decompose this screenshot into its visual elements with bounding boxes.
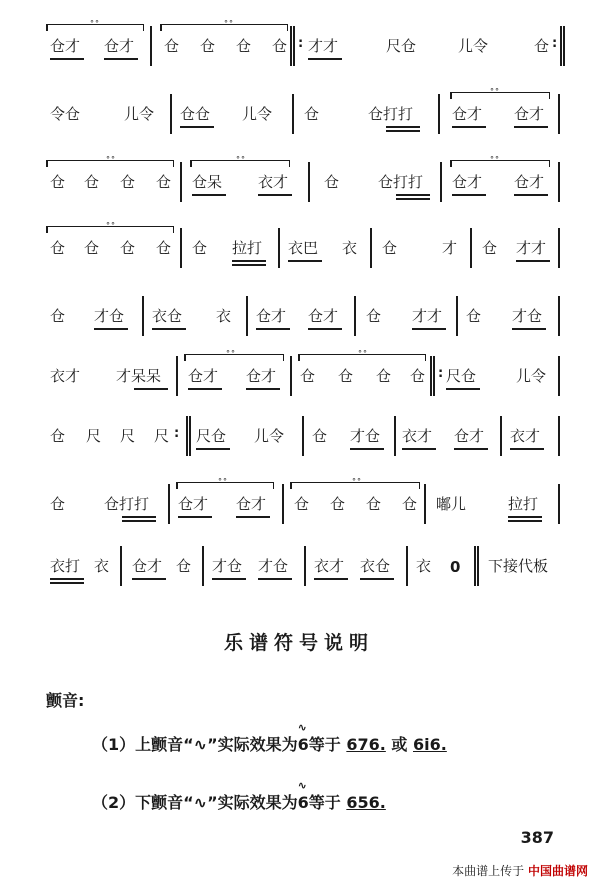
note: 才才 [516, 239, 547, 257]
note: 仓 [376, 367, 392, 385]
note: 仓 [402, 495, 418, 513]
note: 儿令 [516, 367, 547, 385]
item-text: 下颤音“ [135, 793, 194, 812]
barline [142, 296, 144, 336]
note: 嘟儿 [436, 495, 467, 513]
barline [304, 546, 306, 586]
item-number: （1） [92, 735, 136, 754]
barline [558, 228, 560, 268]
note: 仓 [50, 495, 66, 513]
barline [558, 356, 560, 396]
barline [424, 484, 426, 524]
note: 衣仓 [360, 557, 391, 575]
barline [438, 94, 440, 134]
note: 下接代板 [488, 557, 549, 575]
equivalent-notes: 6i6. [413, 735, 447, 754]
note: 仓呆 [192, 173, 223, 191]
note: 仓 [410, 367, 426, 385]
barline [180, 228, 182, 268]
note: 仓 [50, 239, 66, 257]
barline [282, 484, 284, 524]
note: 尺 [154, 427, 170, 445]
site-brand[interactable]: 中国曲谱网 [527, 864, 588, 878]
barline [202, 546, 204, 586]
note: 才呆呆 [116, 367, 162, 385]
note: 仓 [50, 307, 66, 325]
note: 仓才 [452, 105, 483, 123]
item-number: （2） [92, 793, 136, 812]
note: 才仓 [350, 427, 381, 445]
note: 仓才 [308, 307, 339, 325]
note: 衣才 [510, 427, 541, 445]
note: 才 [442, 239, 458, 257]
note: 仓 [312, 427, 328, 445]
barline [558, 296, 560, 336]
note: 拉打 [232, 239, 263, 257]
barline [456, 296, 458, 336]
note: 才才 [412, 307, 443, 325]
note: 仓才 [236, 495, 267, 513]
barline [558, 94, 560, 134]
note: 仓 [192, 239, 208, 257]
item-text: 等于 [308, 793, 341, 812]
score-row-7: 仓 尺 尺 尺 : 尺仓 儿令 仓 才仓 衣才 仓才 衣才 [46, 404, 566, 464]
note: 仓 [84, 239, 100, 257]
barline [558, 162, 560, 202]
footer-credit [452, 862, 588, 879]
note-value: 6 [297, 735, 309, 754]
note: 仓才 [514, 105, 545, 123]
barline [168, 484, 170, 524]
trill-mark: ∿ [297, 721, 307, 734]
note: 仓才 [256, 307, 287, 325]
barline [246, 296, 248, 336]
term-heading: 颤音: [46, 691, 85, 710]
item-text: 上颤音“ [135, 735, 194, 754]
note: 才仓 [94, 307, 125, 325]
note: 衣才 [314, 557, 345, 575]
note: 衣 [342, 239, 358, 257]
barline [278, 228, 280, 268]
barline [354, 296, 356, 336]
note: 仓 [50, 173, 66, 191]
trill-symbol: ∿ [193, 735, 208, 754]
note: 儿令 [254, 427, 285, 445]
score-row-6: 衣才 才呆呆 °° 仓才 仓才 °° 仓 仓 仓 仓 : 尺仓 儿令 [46, 344, 566, 404]
note: 仓 [534, 37, 550, 55]
note: 衣才 [50, 367, 81, 385]
barline [302, 416, 304, 456]
barline [394, 416, 396, 456]
item-text: ”实际效果为 [207, 735, 298, 754]
note: 仓打打 [104, 495, 150, 513]
note: 仓 [366, 495, 382, 513]
note: 衣巴 [288, 239, 319, 257]
barline [176, 356, 178, 396]
note: 仓 [294, 495, 310, 513]
note-value: 6 [297, 793, 309, 812]
note: 仓才 [452, 173, 483, 191]
note: 仓 [156, 173, 172, 191]
note: 仓才 [454, 427, 485, 445]
note: 才仓 [258, 557, 289, 575]
barline [370, 228, 372, 268]
trill-symbol: ∿ [193, 793, 208, 812]
score-row-8: 仓 仓打打 °° 仓才 仓才 °° 仓 仓 仓 仓 嘟儿 拉打 [46, 472, 566, 532]
note: 衣仓 [152, 307, 183, 325]
note: 仓 [176, 557, 192, 575]
note: 衣 [416, 557, 432, 575]
note: 仓仓 [180, 105, 211, 123]
repeat-barline [290, 26, 295, 66]
note: 仓 [120, 173, 136, 191]
equivalent-notes: 656. [346, 793, 386, 812]
note: 仓 [382, 239, 398, 257]
barline [406, 546, 408, 586]
note: 尺仓 [386, 37, 417, 55]
item-text: 等于 [308, 735, 341, 754]
barline [290, 356, 292, 396]
note: 儿令 [124, 105, 155, 123]
note: 尺 [120, 427, 136, 445]
barline [558, 416, 560, 456]
note: 仓 [338, 367, 354, 385]
note: 衣 [216, 307, 232, 325]
note: 才仓 [212, 557, 243, 575]
note: 才仓 [512, 307, 543, 325]
note: 仓 [366, 307, 382, 325]
note: 仓才 [104, 37, 135, 55]
note: 衣才 [402, 427, 433, 445]
note: 仓才 [514, 173, 545, 191]
note: 才才 [308, 37, 339, 55]
note: 仓打打 [378, 173, 424, 191]
score-row-5 [46, 284, 566, 344]
note: 仓 [200, 37, 216, 55]
note: 仓才 [50, 37, 81, 55]
note: 仓 [164, 37, 180, 55]
barline [500, 416, 502, 456]
note: 仓 [236, 37, 252, 55]
footer-prefix: 本曲谱上传于 [452, 864, 525, 878]
note: 儿令 [458, 37, 489, 55]
note: 衣打 [50, 557, 81, 575]
repeat-barline [560, 26, 565, 66]
section-title: 乐谱符号说明 [223, 632, 374, 654]
note: 尺仓 [446, 367, 477, 385]
barline [180, 162, 182, 202]
legend-item-1 [92, 721, 447, 755]
barline [308, 162, 310, 202]
page-number: 387 [520, 828, 554, 847]
barline [558, 484, 560, 524]
note: 尺仓 [196, 427, 227, 445]
score-row-1: °° 仓才 仓才 °° 仓 仓 仓 仓 : 才才 尺仓 儿令 仓 : [46, 14, 566, 74]
note: 衣 [94, 557, 110, 575]
barline [470, 228, 472, 268]
note: 仓 [156, 239, 172, 257]
note: 仓 [272, 37, 288, 55]
note: 拉打 [508, 495, 539, 513]
note: 仓 [304, 105, 320, 123]
note: 仓 [120, 239, 136, 257]
note: 仓才 [246, 367, 277, 385]
legend-item-2 [92, 779, 386, 813]
score-row-9 [46, 534, 566, 594]
end-barline [474, 546, 479, 586]
note: 仓 [482, 239, 498, 257]
score-row-4: °° 仓 仓 仓 仓 仓 拉打 衣巴 衣 仓 才 仓 才才 [46, 216, 566, 276]
note: 仓 [324, 173, 340, 191]
note: 令仓 [50, 105, 81, 123]
note: 尺 [86, 427, 102, 445]
note: 仓才 [178, 495, 209, 513]
note: 儿令 [242, 105, 273, 123]
note: 衣才 [258, 173, 289, 191]
score-row-3: °° 仓 仓 仓 仓 °° 仓呆 衣才 仓 仓打打 °° 仓才 仓才 [46, 150, 566, 210]
repeat-barline [186, 416, 191, 456]
note: 仓 [300, 367, 316, 385]
note: 仓 [84, 173, 100, 191]
equivalent-notes: 676. [346, 735, 386, 754]
barline [292, 94, 294, 134]
note: 仓才 [132, 557, 163, 575]
trill-mark: ∿ [297, 779, 307, 792]
repeat-barline [430, 356, 435, 396]
item-text: 或 [391, 735, 408, 754]
note: 仓 [50, 427, 66, 445]
note: 仓 [466, 307, 482, 325]
note: 仓 [330, 495, 346, 513]
barline [170, 94, 172, 134]
note: 0 [450, 558, 461, 576]
barline [120, 546, 122, 586]
note: 仓打打 [368, 105, 414, 123]
barline [440, 162, 442, 202]
item-text: ”实际效果为 [207, 793, 298, 812]
note: 仓才 [188, 367, 219, 385]
score-row-2: 令仓 儿令 仓仓 儿令 仓 仓打打 °° 仓才 仓才 [46, 82, 566, 142]
barline [150, 26, 152, 66]
